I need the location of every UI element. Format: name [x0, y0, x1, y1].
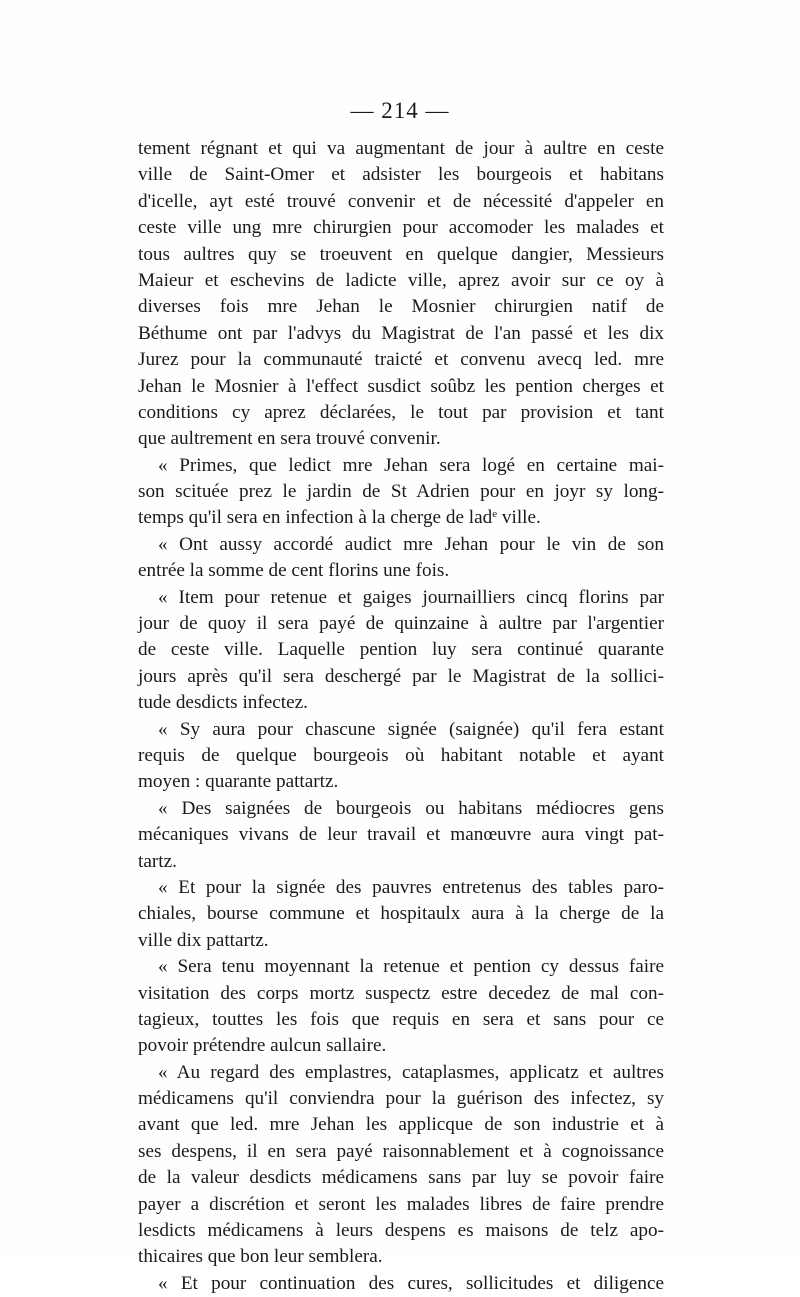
text-line [138, 849, 664, 875]
text-line [138, 928, 664, 954]
text-line-content: son scituée prez le jardin de St Adrien pour en joyr sy long- [138, 481, 664, 503]
text-line [138, 875, 664, 901]
text-line [138, 294, 664, 320]
text-line-content: médicamens qu'il conviendra pour la guérison des infectez, sy [138, 1088, 664, 1110]
text-line [138, 1244, 664, 1270]
text-line-content: entrée la somme de cent florins une fois. [138, 560, 450, 582]
text-line-content: conditions cy aprez déclarées, le tout par provision et tant [138, 401, 664, 423]
text-line-content: « Et pour continuation des cures, sollicitudes et diligence [158, 1272, 664, 1294]
text-line-content: ville de Saint-Omer et adsister les bourgeois et habitans [138, 164, 664, 186]
body-text [138, 136, 664, 1297]
text-line [138, 162, 664, 188]
text-line-content: « Primes, que ledict mre Jehan sera logé en certaine mai- [158, 454, 664, 476]
page-number: — 214 — [350, 98, 450, 123]
text-line-content: thicaires que bon leur semblera. [138, 1246, 383, 1268]
text-line-content: mécaniques vivans de leur travail et manœuvre aura vingt pat- [138, 824, 664, 846]
text-line [138, 1060, 664, 1086]
text-line [138, 453, 664, 479]
text-line [138, 796, 664, 822]
text-line [138, 505, 664, 531]
text-line [138, 321, 664, 347]
text-line-content: « Des saignées de bourgeois ou habitans médiocres gens [158, 797, 664, 819]
text-line [138, 558, 664, 584]
text-line [138, 611, 664, 637]
text-line [138, 479, 664, 505]
text-line-content: diverses fois mre Jehan le Mosnier chirurgien natif de [138, 296, 664, 318]
text-line-content: de ceste ville. Laquelle pention luy sera continué quarante [138, 639, 664, 661]
text-line [138, 268, 664, 294]
text-line-content: Maieur et eschevins de ladicte ville, aprez avoir sur ce oy à [138, 269, 664, 291]
text-line-content: tude desdicts infectez. [138, 692, 308, 714]
text-line [138, 242, 664, 268]
text-line [138, 400, 664, 426]
text-line-content: moyen : quarante pattartz. [138, 771, 339, 793]
text-line-content: tous aultres quy se troeuvent en quelque dangier, Messieurs [138, 243, 664, 265]
text-line [138, 743, 664, 769]
text-line-tail: ville. [497, 507, 541, 529]
text-line-content: ville dix pattartz. [138, 929, 269, 951]
text-line [138, 822, 664, 848]
text-line-content: avant que led. mre Jehan les applicque de son industrie et à [138, 1114, 664, 1136]
text-line-content: temps qu'il sera en infection à la cherge de lad [138, 507, 493, 529]
text-line-content: d'icelle, ayt esté trouvé convenir et de nécessité d'appeler en [138, 190, 664, 212]
text-line [138, 901, 664, 927]
text-line [138, 717, 664, 743]
text-line-content: « Sy aura pour chascune signée (saignée) qu'il fera estant [158, 718, 664, 740]
text-line-content: visitation des corps mortz suspectz estre decedez de mal con- [138, 982, 664, 1004]
text-line-content: jours après qu'il sera deschergé par le Magistrat de la sollici- [138, 665, 664, 687]
text-line [138, 374, 664, 400]
text-line-content: chiales, bourse commune et hospitaulx aura à la cherge de la [138, 903, 664, 925]
text-line [138, 1192, 664, 1218]
text-line-content: povoir prétendre aulcun sallaire. [138, 1035, 387, 1057]
text-line-content: requis de quelque bourgeois où habitant notable et ayant [138, 744, 664, 766]
text-line [138, 664, 664, 690]
text-line [138, 1033, 664, 1059]
text-line [138, 136, 664, 162]
text-line-content: ses despens, il en sera payé raisonnablement et à cognoissance [138, 1140, 664, 1162]
text-line-content: ceste ville ung mre chirurgien pour accomoder les malades et [138, 217, 664, 239]
text-line-content: « Sera tenu moyennant la retenue et pention cy dessus faire [158, 956, 664, 978]
text-line-content: « Et pour la signée des pauvres entretenus des tables paro- [158, 876, 664, 898]
text-line-content: tement régnant et qui va augmentant de jour à aultre en ceste [138, 138, 664, 159]
text-line [138, 215, 664, 241]
text-line-content: tagieux, touttes les fois que requis en sera et sans pour ce [138, 1008, 664, 1030]
text-line-content: jour de quoy il sera payé de quinzaine à aultre par l'argentier [138, 613, 664, 635]
text-line [138, 585, 664, 611]
text-line [138, 1007, 664, 1033]
text-line [138, 954, 664, 980]
text-line-content: que aultrement en sera trouvé convenir. [138, 428, 441, 450]
superscript: e [492, 508, 498, 521]
text-line [138, 690, 664, 716]
text-line-content: de la valeur desdicts médicamens sans par luy se povoir faire [138, 1167, 664, 1189]
text-line-content: « Au regard des emplastres, cataplasmes, applicatz et aultres [158, 1061, 664, 1083]
text-line [138, 637, 664, 663]
text-line [138, 189, 664, 215]
text-line-content: « Item pour retenue et gaiges journailliers cincq florins par [158, 586, 664, 608]
text-line [138, 1086, 664, 1112]
text-line [138, 1139, 664, 1165]
text-line-content: « Ont aussy accordé audict mre Jehan pour le vin de son [158, 533, 664, 555]
text-line [138, 1218, 664, 1244]
text-line-content: lesdicts médicamens à leurs despens es maisons de telz apo- [138, 1220, 664, 1242]
text-line [138, 426, 664, 452]
text-line-content: Jehan le Mosnier à l'effect susdict soûbz les pention cherges et [138, 375, 664, 397]
text-line [138, 769, 664, 795]
text-line [138, 1271, 664, 1297]
text-line-content: Béthume ont par l'advys du Magistrat de l'an passé et les dix [138, 322, 664, 344]
text-line [138, 1165, 664, 1191]
text-line-content: tartz. [138, 850, 177, 872]
text-line [138, 1112, 664, 1138]
text-line [138, 981, 664, 1007]
text-line-content: Jurez pour la communauté traicté et convenu avecq led. mre [138, 349, 664, 371]
text-line-content: payer a discrétion et seront les malades libres de faire prendre [138, 1193, 664, 1215]
text-line [138, 347, 664, 373]
text-line [138, 532, 664, 558]
